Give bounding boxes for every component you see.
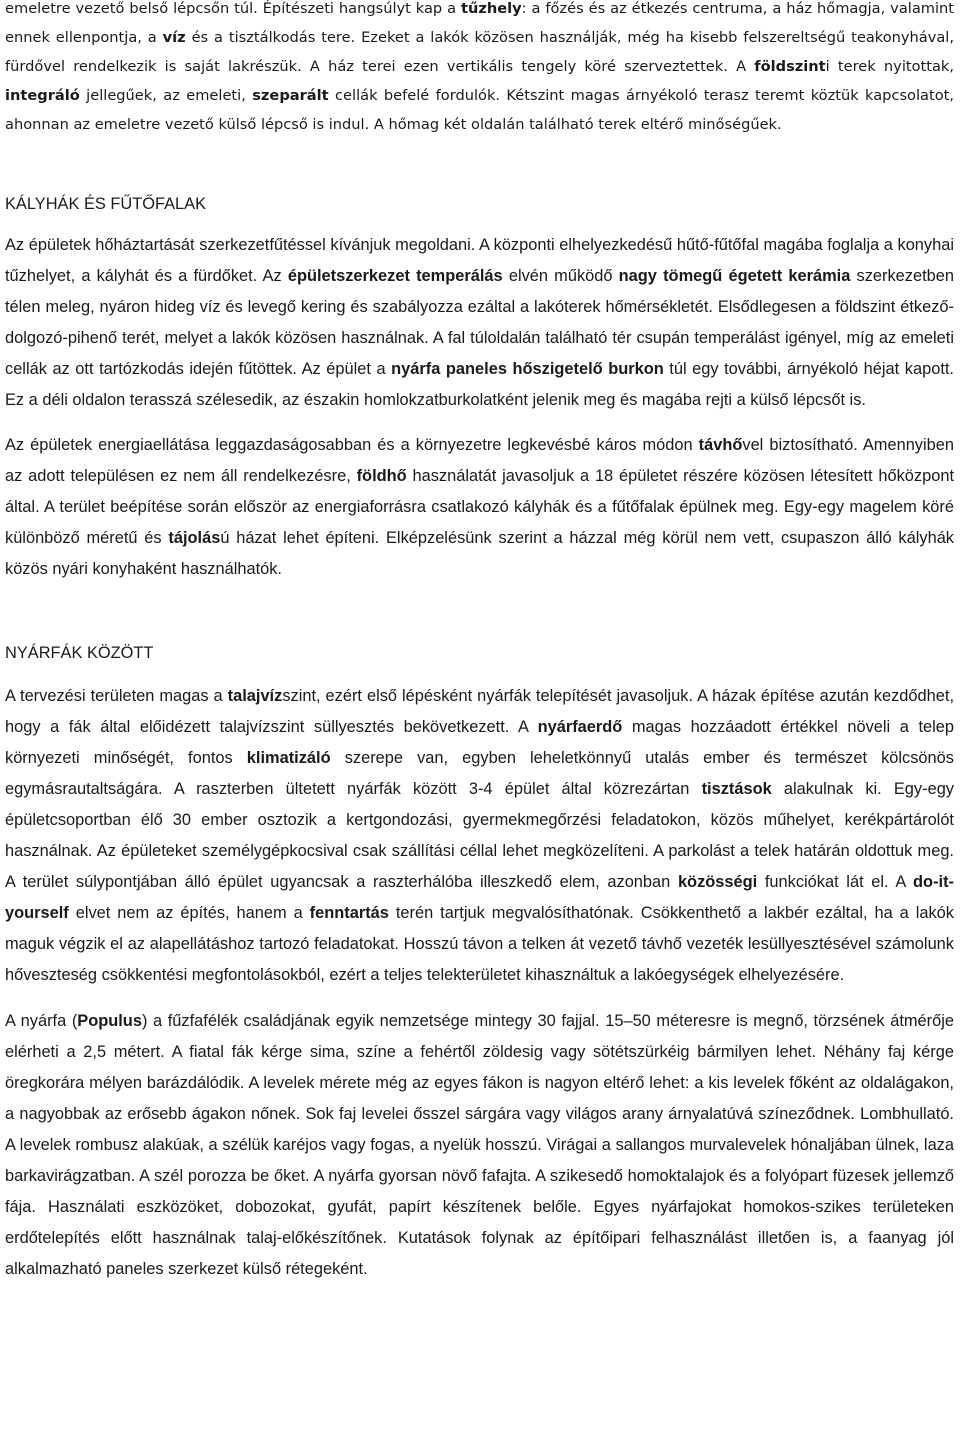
paragraph-talajviz <box>5 681 954 991</box>
text-run: Az épületek energiaellátása leggazdaságosabban és a környezetre legkevésbé káros módon <box>5 436 699 454</box>
bold-term: Populus <box>77 1012 142 1030</box>
bold-term: épületszerkezet temperálás <box>287 267 503 285</box>
text-run: alakulnak ki. Egy-egy épületcsoportban élő 30 ember osztozik a kertgondozási, gyermekmegőrzési feladatokon, közös műhelyet, kerékpártárolót használnak. Az épületeket személygépkocsival csak szállítási céllal lehet megközelíteni. A parkolást a telek határán oldottuk meg. A terület súlypontjában álló épület ugyancsak a raszterhálóba illeszkedő elem, azonban <box>5 780 955 891</box>
bold-term: közösségi <box>677 873 758 891</box>
text-run: szerkezetben télen meleg, nyáron hideg víz és levegő kering és szabályozza ezáltal a lakóterek hőmérsékletét. Elsődlegesen a földszint étkező-dolgozó-pihenő terét, melyet a lakók közösen használnak. A fal túloldalán található tér csupán temperálást igényel, míg az emeleti cellák az ott tartózkodás idején fűtöttek. Az épület a <box>5 267 955 378</box>
text-run: Az épületek hőháztartását szerkezetfűtéssel kívánjuk megoldani. A központi elhelyezkedésű hűtő-fűtőfal magába foglalja a konyhai tűzhelyet, a kályhát és a fürdőket. Az <box>5 236 954 285</box>
text-run: ú házat lehet építeni. Elképzelésünk szerint a házzal még körül nem vett, csupaszon álló kályhák közös nyári konyhaként használhatók. <box>5 529 955 578</box>
paragraph-szerkezetfutes <box>5 230 954 416</box>
bold-term: szeparált <box>252 87 329 104</box>
bold-term: földszint <box>754 58 826 75</box>
bold-term: tűzhely <box>461 0 522 17</box>
bold-term: integráló <box>5 87 80 104</box>
section-heading-nyarfak: NYÁRFÁK KÖZÖTT <box>5 644 154 662</box>
text-run: i terek nyitottak, <box>825 58 955 75</box>
text-run: vel biztosítható. Amennyiben az adott településen ez nem áll rendelkezésre, <box>5 436 954 485</box>
bold-term: klimatizáló <box>246 749 331 767</box>
text-run: és a tisztálkodás tere. Ezeket a lakók közösen használják, még ha kisebb felszereltségű teakonyhával, fürdővel rendelkezik is saját lakrészük. A ház terei ezen vertikális tengely köré szerveztettek. A <box>5 29 954 75</box>
intro-paragraph <box>5 0 954 139</box>
paragraph-energiaellatas <box>5 430 954 585</box>
text-run: elvet nem az építés, hanem a <box>68 904 310 922</box>
text-run: jellegűek, az emeleti, <box>79 87 253 104</box>
bold-term: tájolás <box>168 529 221 547</box>
section-heading-kalyhak: KÁLYHÁK ÉS FŰTŐFALAK <box>5 195 207 213</box>
text-run: cellák befelé fordulók. Kétszint magas árnyékoló terasz teremt köztük kapcsolatot, ahonnan az emeletre vezető külső lépcső is indul. A hőmag két oldalán található terek eltérő minőségűek. <box>5 87 954 133</box>
bold-term: tisztások <box>701 780 772 798</box>
text-run: szerepe van, egyben leheletkönnyű utalás ember és természet kölcsönös egymásrautaltságára. A raszterben ültetett nyárfák között 3-4 épület által közrezártan <box>5 749 954 798</box>
text-run: használatát javasoljuk a 18 épületet részére közösen létesített hőközpont által. A terület beépítése során először az energiaforrásra csatlakozó kályhák és a fűtőfalak épülnek meg. Egy-egy magelem köré különböző méretű és <box>5 467 954 547</box>
paragraph-populus <box>5 1006 954 1285</box>
bold-term: víz <box>162 29 186 46</box>
text-run: terén tartjuk megvalósíthatónak. Csökkenthető a lakbér ezáltal, ha a lakók maguk végzik el az alapellátáshoz tartozó feladatokat. Hosszú távon a telken át vezető távhő vezeték lesüllyesztésével számolunk hőveszteség csökkentési megfontolásokból, ezért a teljes telekterületet kihasználtuk a lakóegységek elhelyezésére. <box>5 904 954 984</box>
bold-term: földhő <box>356 467 407 485</box>
text-run: túl egy további, árnyékoló héjat kapott. Ez a déli oldalon terasszá szélesedik, az északin homlokzatburkolatként jelenik meg és magába rejti a külső lépcsőt is. <box>5 360 954 409</box>
bold-term: távhő <box>698 436 743 454</box>
bold-term: do-it-yourself <box>5 873 954 922</box>
bold-term: nyárfaerdő <box>537 718 623 736</box>
text-run: emeletre vezető belső lépcsőn túl. Építészeti hangsúlyt kap a <box>5 0 461 17</box>
bold-term: talajvíz <box>227 687 283 705</box>
text-run: elvén működő <box>502 267 619 285</box>
text-run: : a főzés és az étkezés centruma, a ház hőmagja, valamint ennek ellenpontja, a <box>5 0 955 46</box>
text-run: ) a fűzfafélék családjának egyik nemzetsége mintegy 30 fajjal. 15–50 méteresre is megnő, törzsének átmérője elérheti a 2,5 métert. A fiatal fák kérge sima, színe a fehértől zöldesig vagy sötétszürkéig bármilyen lehet. Néhány faj kérge öregkorára mélyen barázdálódik. A levelek mérete még az egyes fákon is nagyon eltérő lehet: a kis levelek főként az oldalágakon, a nagyobbak az erősebb ágakon nőnek. Sok faj levelei ősszel sárgára vagy világos arany árnyalatúvá színeződnek. Lombhullató. A levelek rombusz alakúak, a szélük karéjos vagy fogas, a nyelük hosszú. Virágai a sallangos murvalevelek hónaljában ülnek, laza barkavirágzatban. A szél porozza be őket. A nyárfa gyorsan növő fafajta. A szikesedő homoktalajok és a folyópart füzesek jellemző fája. Használati eszközöket, dobozokat, gyufát, papírt készítenek belőle. Egyes nyárfajokat homokos-szikes területeken erdőtelepítés előtt használnak talaj-előkészítőnek. Kutatások folynak az építőipari felhasználást illetően is, a faanyag jól alkalmazható paneles szerkezet külső rétegeként. <box>5 1012 954 1278</box>
text-run: funkciókat lát el. A <box>757 873 914 891</box>
text-run: A tervezési területen magas a <box>5 687 228 705</box>
text-run: magas hozzáadott értékkel növeli a telep környezeti minőségét, fontos <box>5 718 954 767</box>
text-run: szint, ezért első lépésként nyárfák telepítését javasoljuk. A házak építése azután kezdődhet, hogy a fák által előidézett talajvízszint süllyesztés bekövetkezett. A <box>5 687 954 736</box>
bold-term: fenntartás <box>309 904 389 922</box>
bold-term: nagy tömegű égetett kerámia <box>618 267 851 285</box>
text-run: A nyárfa ( <box>5 1012 78 1030</box>
bold-term: nyárfa paneles hőszigetelő burkon <box>391 360 664 378</box>
